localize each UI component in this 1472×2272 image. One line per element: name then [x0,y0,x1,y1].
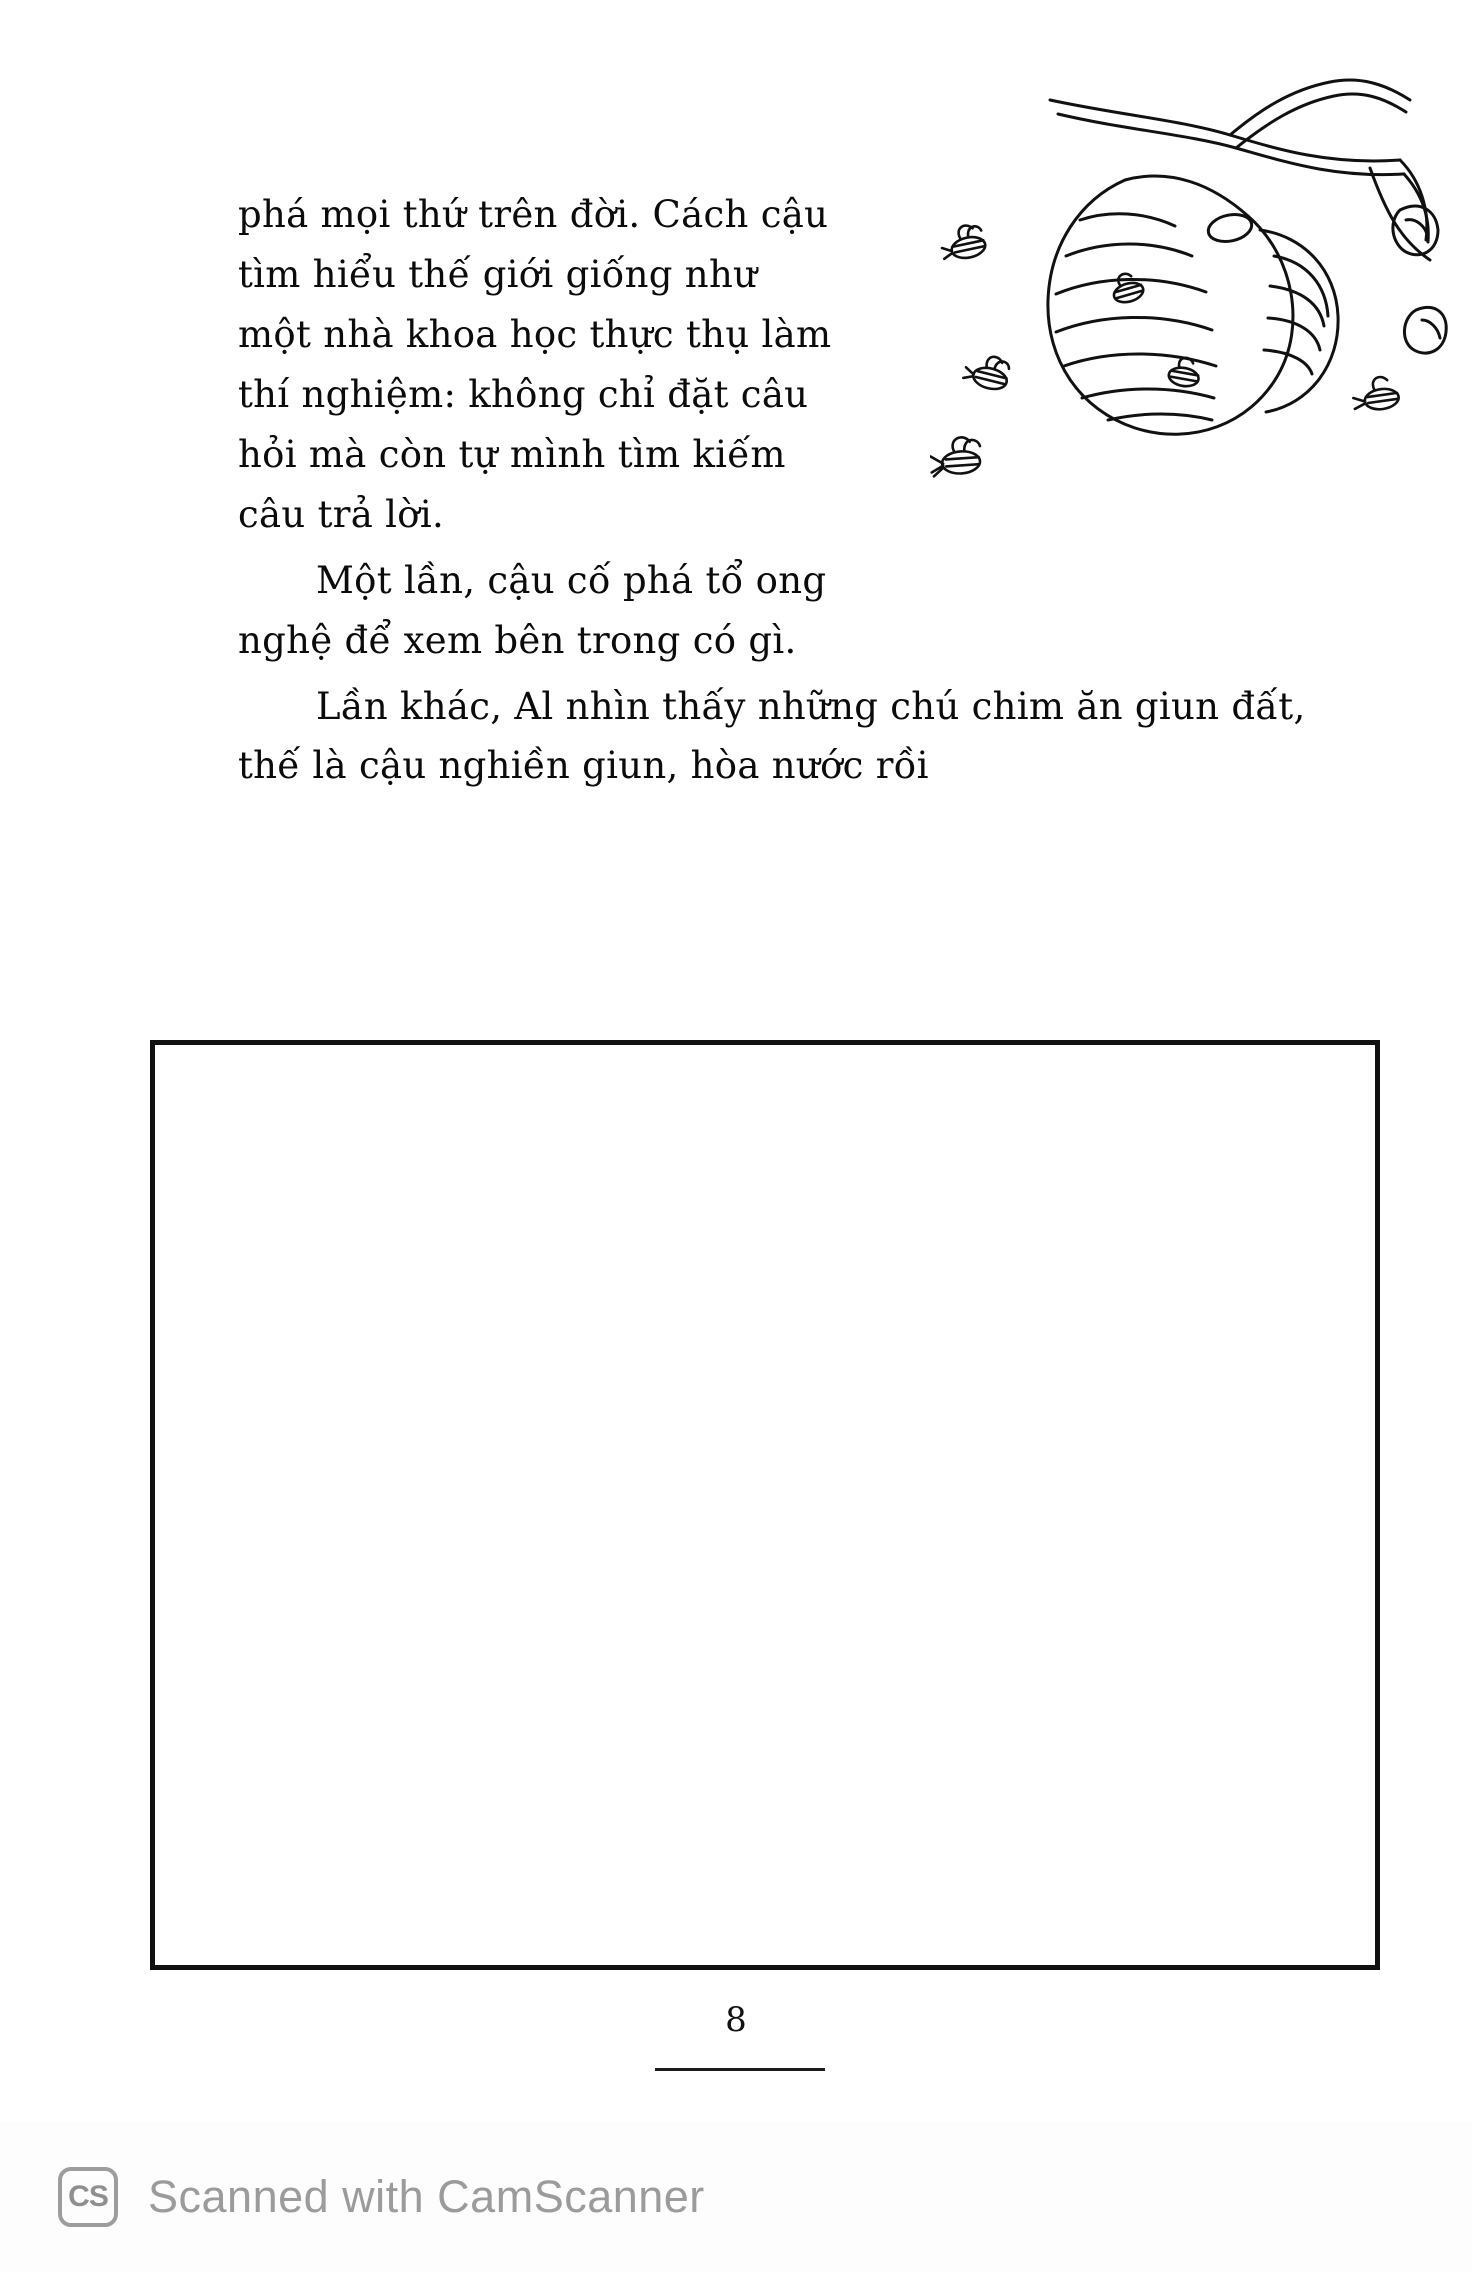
camscanner-watermark [0,2122,1472,2272]
paragraph-2: Một lần, cậu cố phá tổ ong nghệ để xem bên trong có gì. [238,558,827,662]
page-number-rule [655,2068,825,2071]
body-text [238,185,1358,796]
page-number: 8 [725,2000,747,2040]
paragraph-3: Lần khác, Al nhìn thấy những chú chim ăn giun đất, thế là cậu nghiền giun, hòa nước rồi [238,684,1306,788]
camscanner-watermark-text: Scanned with CamScanner [148,2171,705,2222]
camscanner-logo-icon: CS [58,2167,118,2227]
paragraph-1: phá mọi thứ trên đời. Cách cậu tìm hiểu thế giới giống như một nhà khoa học thực thụ làm thí nghiệm: không chỉ đặt câu hỏi mà còn tự mình tìm kiếm câu trả lời. [238,193,832,536]
boy-at-riverbank-with-birds-illustration [150,1040,1380,1970]
illustration-frame [150,1040,1380,1970]
